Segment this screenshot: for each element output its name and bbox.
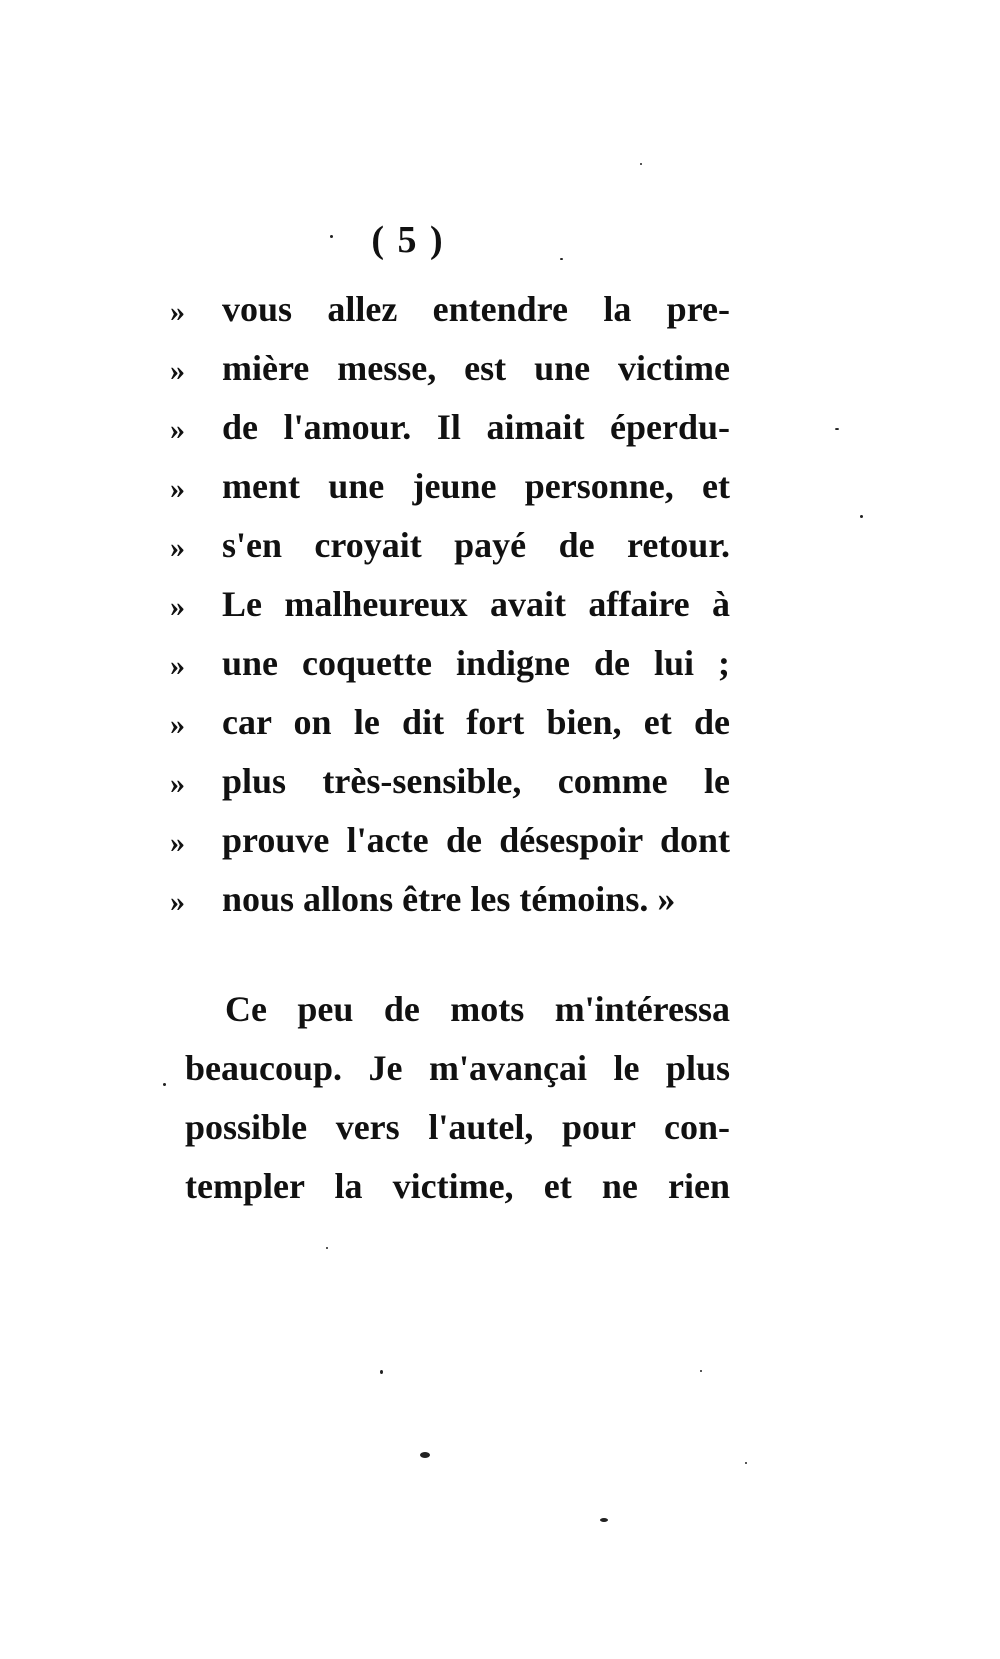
guillemet-mark: » [170,826,185,859]
paragraph-line: possible vers l'autel, pour con- [185,1107,730,1147]
quote-line-text: s'en croyait payé de retour. [222,525,730,565]
paragraph-line: beaucoup. Je m'avançai le plus [185,1048,730,1088]
quoted-speech-block [170,280,730,929]
body-paragraph [185,980,730,1216]
scan-speck [163,1083,166,1086]
quote-line [170,457,730,516]
guillemet-mark: » [170,885,185,918]
quote-line [170,693,730,752]
scan-speck [600,1518,608,1522]
quote-line [170,575,730,634]
quote-line [170,870,730,929]
quote-line-text: nous allons être les témoins. » [222,879,676,919]
guillemet-mark: » [170,472,185,505]
guillemet-mark: » [170,649,185,682]
scan-speck [700,1370,702,1372]
guillemet-mark: » [170,767,185,800]
quote-line-text: vous allez entendre la pre- [222,289,730,329]
quote-line [170,339,730,398]
scan-speck [330,235,333,238]
scan-speck [745,1462,747,1464]
scan-speck [326,1247,328,1249]
quote-line-text: plus très-sensible, comme le [222,761,730,801]
scan-speck [860,515,863,518]
guillemet-mark: » [170,354,185,387]
scan-speck [640,163,642,165]
scan-speck [835,428,839,430]
quote-line [170,516,730,575]
guillemet-mark: » [170,590,185,623]
quote-line [170,634,730,693]
guillemet-mark: » [170,708,185,741]
quote-line [170,398,730,457]
paragraph-line: templer la victime, et ne rien [185,1166,730,1206]
quote-line-text: de l'amour. Il aimait éperdu- [222,407,730,447]
page-number: ( 5 ) [371,219,445,261]
quote-line-text: Le malheureux avait affaire à [222,584,730,624]
guillemet-mark: » [170,295,185,328]
scan-speck [420,1452,430,1458]
quote-line [170,280,730,339]
guillemet-mark: » [170,413,185,446]
scan-speck [560,258,563,260]
quote-line [170,811,730,870]
quote-line-text: prouve l'acte de désespoir dont [222,820,730,860]
quote-line-text: une coquette indigne de lui ; [222,643,730,683]
quote-line-text: car on le dit fort bien, et de [222,702,730,742]
guillemet-mark: » [170,531,185,564]
quote-line-text: mière messe, est une victime [222,348,730,388]
quote-line [170,752,730,811]
quote-line-text: ment une jeune personne, et [222,466,730,506]
paragraph-line: Ce peu de mots m'intéressa [225,989,730,1029]
scan-speck [380,1370,383,1374]
